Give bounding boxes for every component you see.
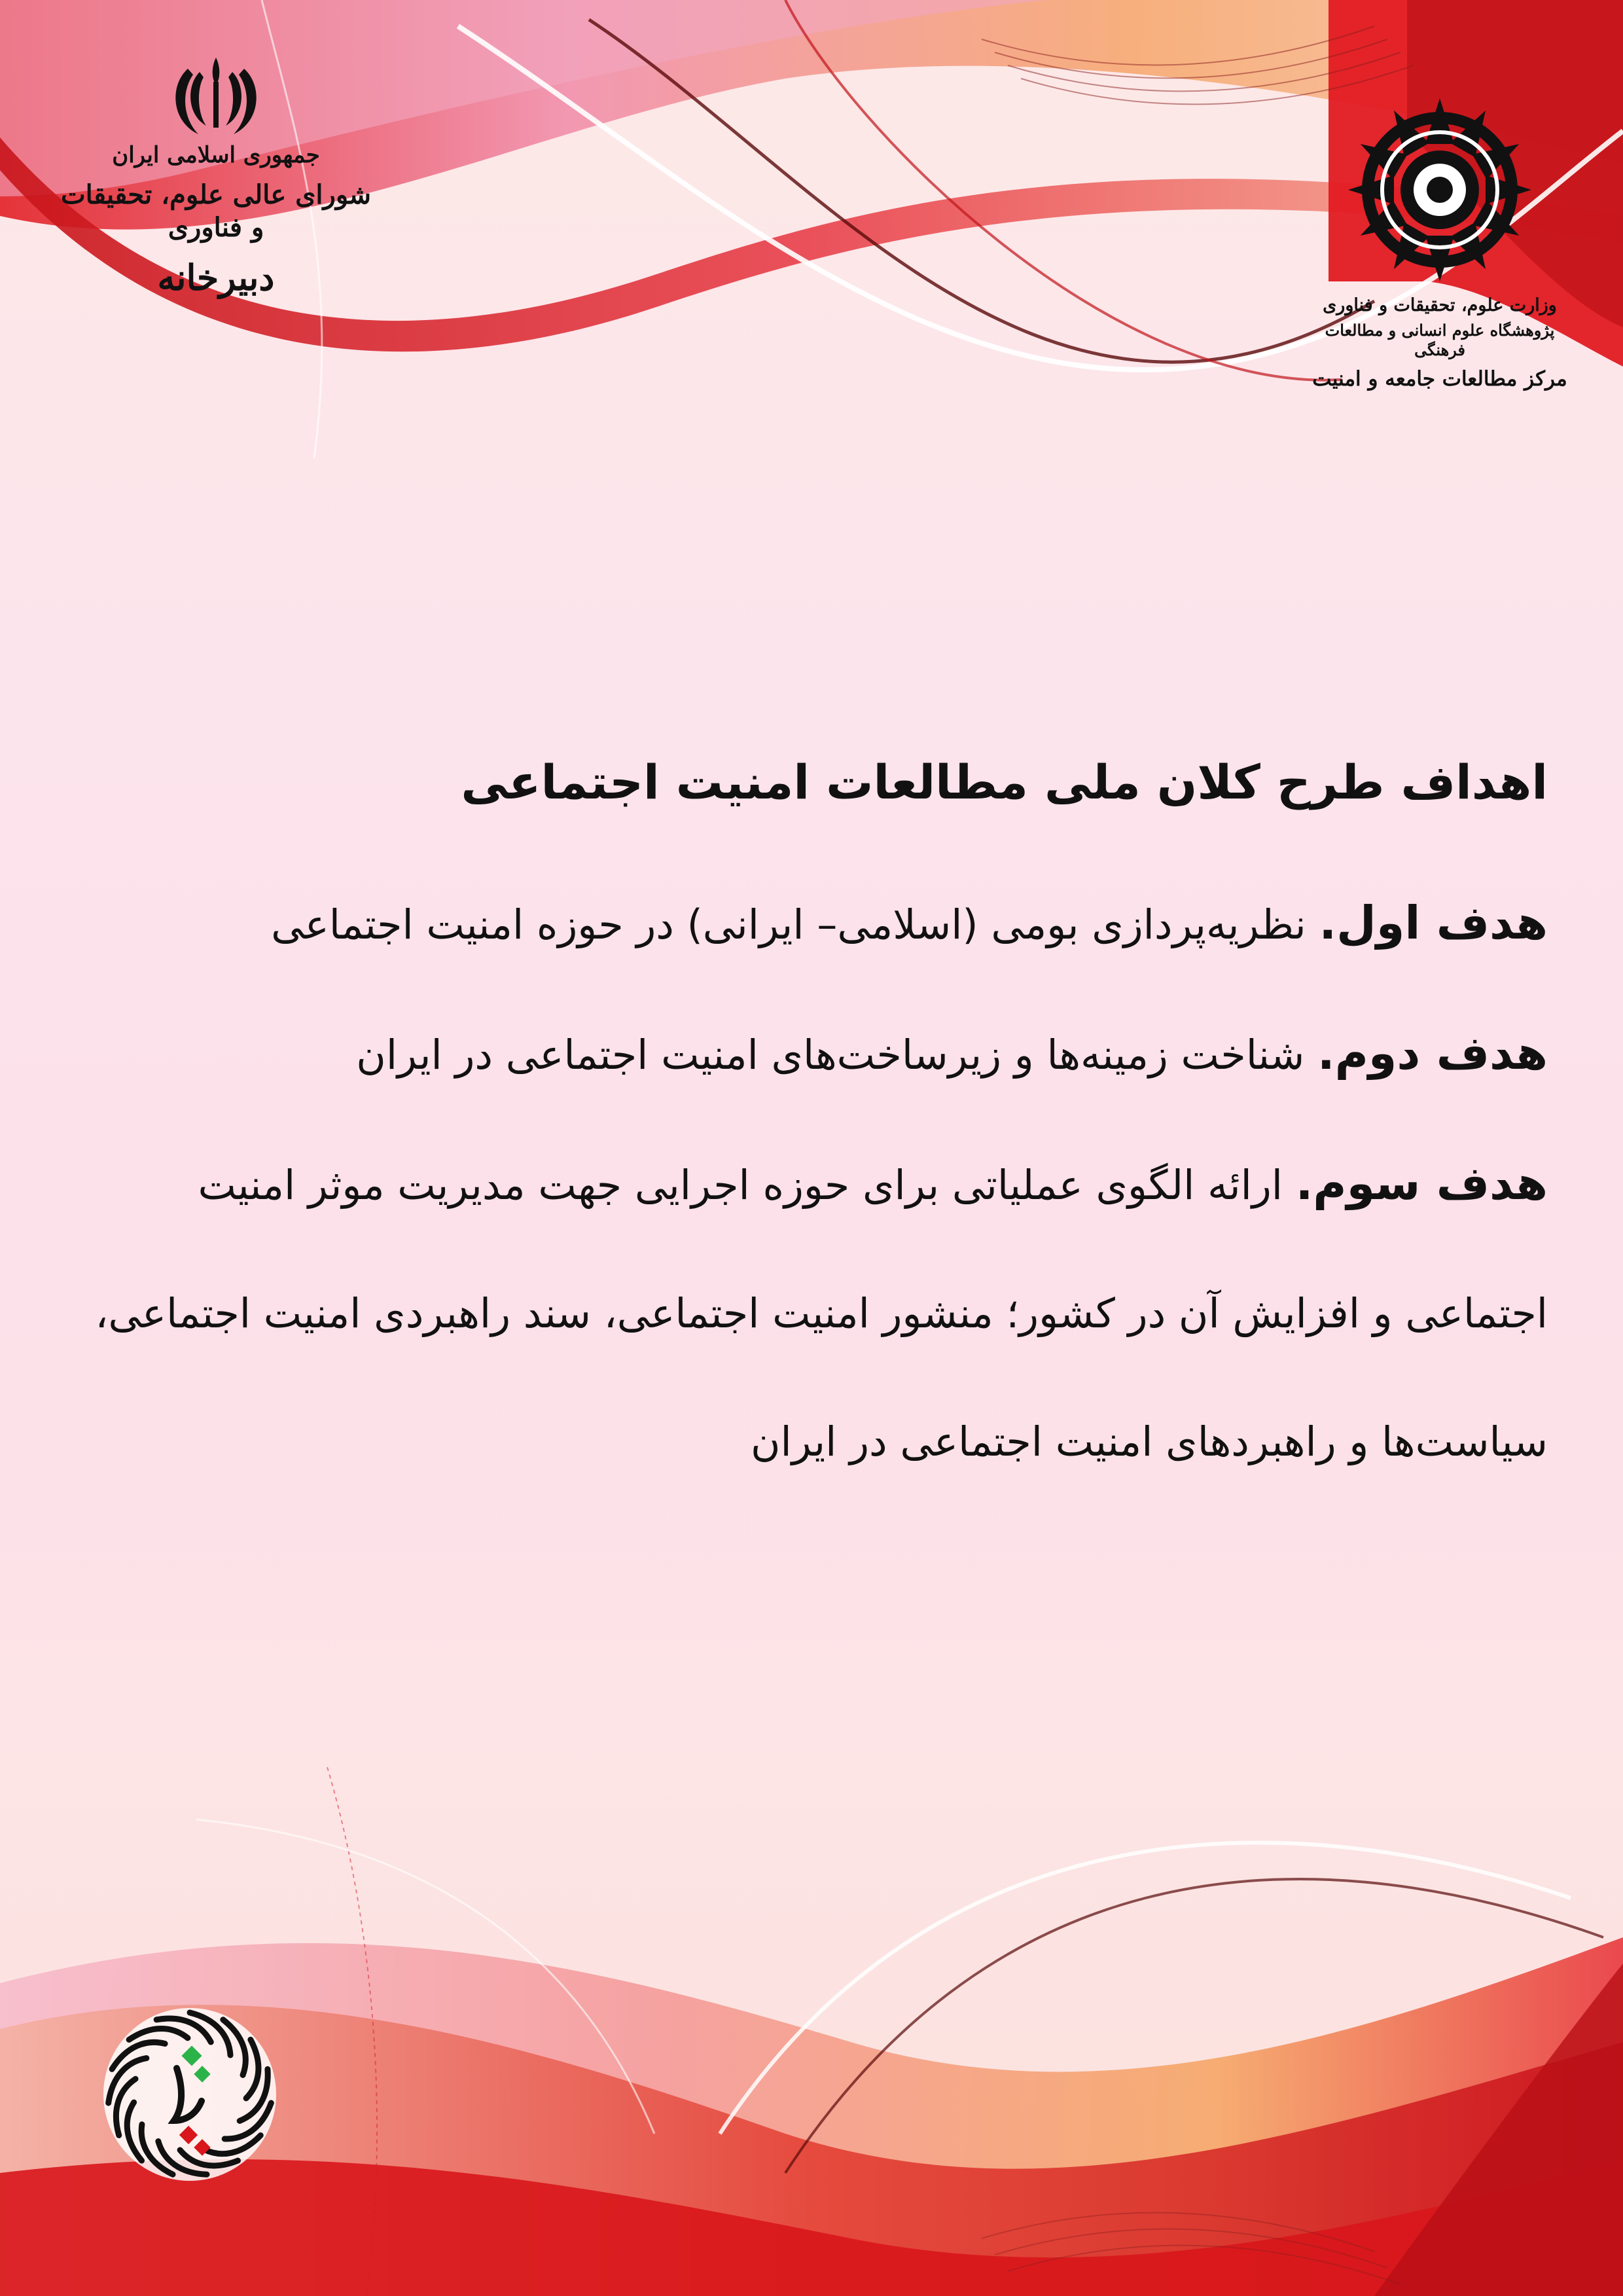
iran-emblem-icon (160, 52, 272, 137)
document-title: اهداف طرح کلان ملی مطالعات امنیت اجتماعی (461, 755, 1548, 810)
emblem-ministry-text: وزارت علوم، تحقیقات و فناوری (1323, 295, 1557, 315)
goal-text: ارائه الگوی عملیاتی برای حوزه اجرایی جهت مدیریت موثر امنیت اجتماعی و افزایش آن در کشور؛ منشور امنیت اجتماعی، سند راهبردی امنیت اجتماعی، سیاست‌ها و راهبردهای امنیت اجتماعی در ایران (95, 1161, 1548, 1465)
emblem-council-text: شورای عالی علوم، تحقیقات و فناوری (60, 179, 372, 243)
document-body (62, 753, 1548, 1506)
goal-lead: هدف سوم. (1295, 1157, 1548, 1210)
goal-item (62, 859, 1548, 989)
goal-lead: هدف دوم. (1317, 1026, 1548, 1080)
institute-emblem (1302, 92, 1577, 392)
goal-text: نظریه‌پردازی بومی (اسلامی– ایرانی) در حوزه امنیت اجتماعی (271, 901, 1319, 948)
emblem-country-text: جمهوری اسلامی ایران (112, 142, 320, 168)
goal-text: شناخت زمینه‌ها و زیرساخت‌های امنیت اجتماعی در ایران (356, 1031, 1318, 1079)
goal-lead: هدف اول. (1319, 896, 1548, 950)
council-emblem (52, 52, 380, 300)
institute-rosette-icon (1342, 92, 1538, 288)
circular-logo-icon (98, 2003, 281, 2186)
goal-item (62, 989, 1548, 1119)
emblem-institute-text: پژوهشگاه علوم انسانی و مطالعات فرهنگی (1325, 320, 1555, 359)
goal-item (62, 1119, 1548, 1506)
emblem-office-text: دبیرخانه (157, 256, 275, 298)
emblem-center-text: مرکز مطالعات جامعه و امنیت (1312, 367, 1567, 391)
